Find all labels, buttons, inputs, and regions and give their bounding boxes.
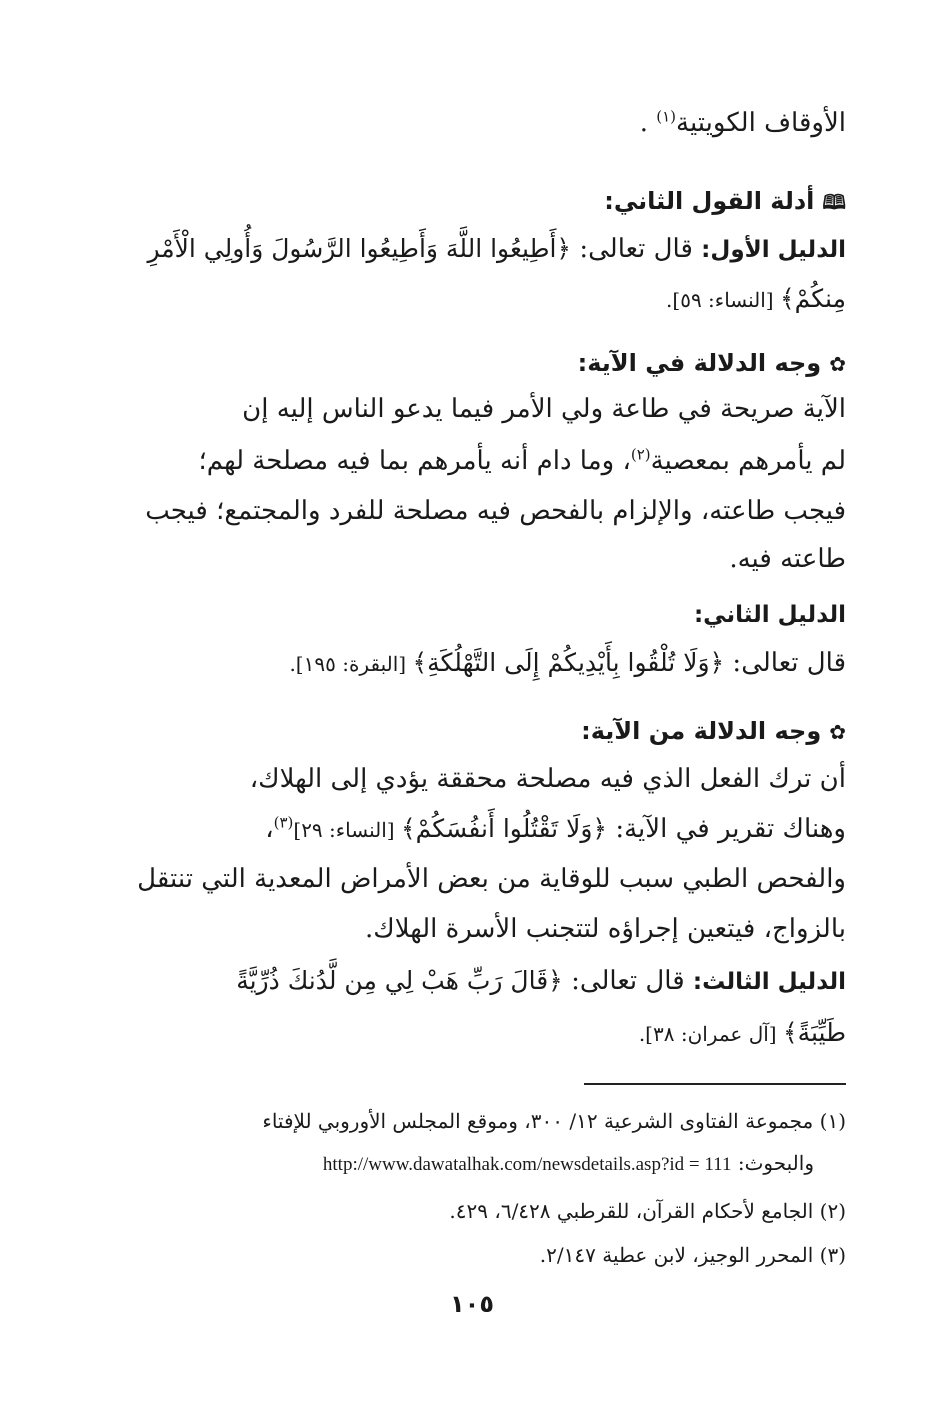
evidence-1-line-2 xyxy=(108,276,846,323)
footnote-1-line-1 xyxy=(108,1102,846,1140)
paragraph-line xyxy=(108,806,846,853)
evidence-2-line xyxy=(108,640,846,687)
quran-verse: ﴿أَطِيعُوا اللَّهَ وَأَطِيعُوا الرَّسُولَ وَأُولِي الْأَمْرِ xyxy=(147,234,572,263)
evidence-3-line-2 xyxy=(108,1010,846,1057)
paragraph-line xyxy=(108,756,846,802)
text-fragment: وهناك تقرير في الآية: xyxy=(607,814,846,844)
subsection-heading xyxy=(108,708,846,755)
text-fragment: والفحص الطبي سبب للوقاية من بعض الأمراض المعدية التي تنتقل xyxy=(137,864,846,894)
verse-reference: [النساء: ٢٩] xyxy=(293,818,401,842)
text-fragment: ، وما دام أنه يأمرهم بما فيه مصلحة لهم؛ xyxy=(198,446,631,476)
quran-verse: مِنكُمْ﴾ xyxy=(779,284,846,313)
quran-verse: ﴿وَلَا تُلْقُوا بِأَيْدِيكُمْ إِلَى التَّهْلُكَةِ﴾ xyxy=(412,648,725,677)
evidence-label: الدليل الثاني: xyxy=(693,602,846,628)
continuation-line xyxy=(108,100,846,146)
evidence-2-label xyxy=(108,592,846,638)
paragraph-line xyxy=(108,906,846,952)
evidence-label: الدليل الثالث: xyxy=(692,969,846,995)
text-fragment: طاعته فيه. xyxy=(729,544,846,574)
verse-reference: [البقرة: ١٩٥]. xyxy=(289,652,413,676)
text-fragment: . xyxy=(639,108,657,138)
quran-verse: طَيِّبَةً﴾ xyxy=(782,1018,846,1047)
subsection-heading xyxy=(108,340,846,387)
verse-reference: [النساء: ٥٩]. xyxy=(666,288,780,312)
flower-icon: ✿ xyxy=(829,352,846,376)
section-heading xyxy=(108,178,846,225)
paragraph-line xyxy=(108,386,846,432)
footnote-3 xyxy=(108,1236,846,1274)
footnote-text: والبحوث: xyxy=(731,1151,814,1175)
text-fragment: فيجب طاعته، والإلزام بالفحص فيه مصلحة للفرد والمجتمع؛ فيجب xyxy=(145,496,846,526)
heading-text: وجه الدلالة في الآية: xyxy=(577,349,822,377)
text-fragment: الآية صريحة في طاعة ولي الأمر فيما يدعو الناس إليه إن xyxy=(242,394,846,424)
text-fragment: قال تعالى: xyxy=(571,234,702,264)
footnote-text: (٣) المحرر الوجيز، لابن عطية ٢/١٤٧. xyxy=(539,1243,846,1267)
footnote-url[interactable]: http://www.dawatalhak.com/newsdetails.asp?id = 111 xyxy=(322,1154,732,1175)
heading-text: وجه الدلالة من الآية: xyxy=(581,717,822,745)
text-fragment: بالزواج، فيتعين إجراؤه لتتجنب الأسرة الهلاك. xyxy=(365,914,846,944)
page-number: ١٠٥ xyxy=(450,1290,494,1318)
evidence-1-line-1 xyxy=(108,226,846,273)
evidence-3-line-1 xyxy=(108,958,846,1005)
book-icon: 🕮 xyxy=(822,190,846,214)
text-fragment: الأوقاف الكويتية xyxy=(676,108,846,138)
text-fragment: ، xyxy=(265,814,274,844)
footnote-text: (١) مجموعة الفتاوى الشرعية ١٢/ ٣٠٠، وموقع المجلس الأوروبي للإفتاء xyxy=(262,1109,846,1133)
footnote-ref-1: (١) xyxy=(656,107,677,126)
quran-verse: ﴿قَالَ رَبِّ هَبْ لِي مِن لَّدُنكَ ذُرِّيَّةً xyxy=(236,966,563,995)
quran-verse: ﴿وَلَا تَقْتُلُوا أَنفُسَكُمْ﴾ xyxy=(400,814,608,843)
footnote-text: (٢) الجامع لأحكام القرآن، للقرطبي ٦/٤٢٨، ٤٢٩. xyxy=(449,1199,846,1223)
footnote-1-line-2 xyxy=(108,1144,814,1184)
footnote-ref-2: (٢) xyxy=(630,445,651,464)
text-fragment: لم يأمرهم بمعصية xyxy=(650,446,846,476)
footnote-ref-3: (٣) xyxy=(273,813,294,832)
text-fragment: أن ترك الفعل الذي فيه مصلحة محققة يؤدي إلى الهلاك، xyxy=(249,764,846,794)
paragraph-line xyxy=(108,536,846,582)
evidence-label: الدليل الأول: xyxy=(701,237,846,263)
paragraph-line xyxy=(108,488,846,534)
heading-text: أدلة القول الثاني: xyxy=(604,187,815,215)
flower-icon: ✿ xyxy=(829,720,846,744)
text-fragment: قال تعالى: xyxy=(562,966,693,996)
paragraph-line xyxy=(108,856,846,902)
verse-reference: [آل عمران: ٣٨]. xyxy=(638,1022,783,1046)
paragraph-line xyxy=(108,438,846,484)
footnote-divider xyxy=(584,1083,846,1085)
text-fragment: قال تعالى: xyxy=(724,648,846,678)
footnote-2 xyxy=(108,1192,846,1230)
